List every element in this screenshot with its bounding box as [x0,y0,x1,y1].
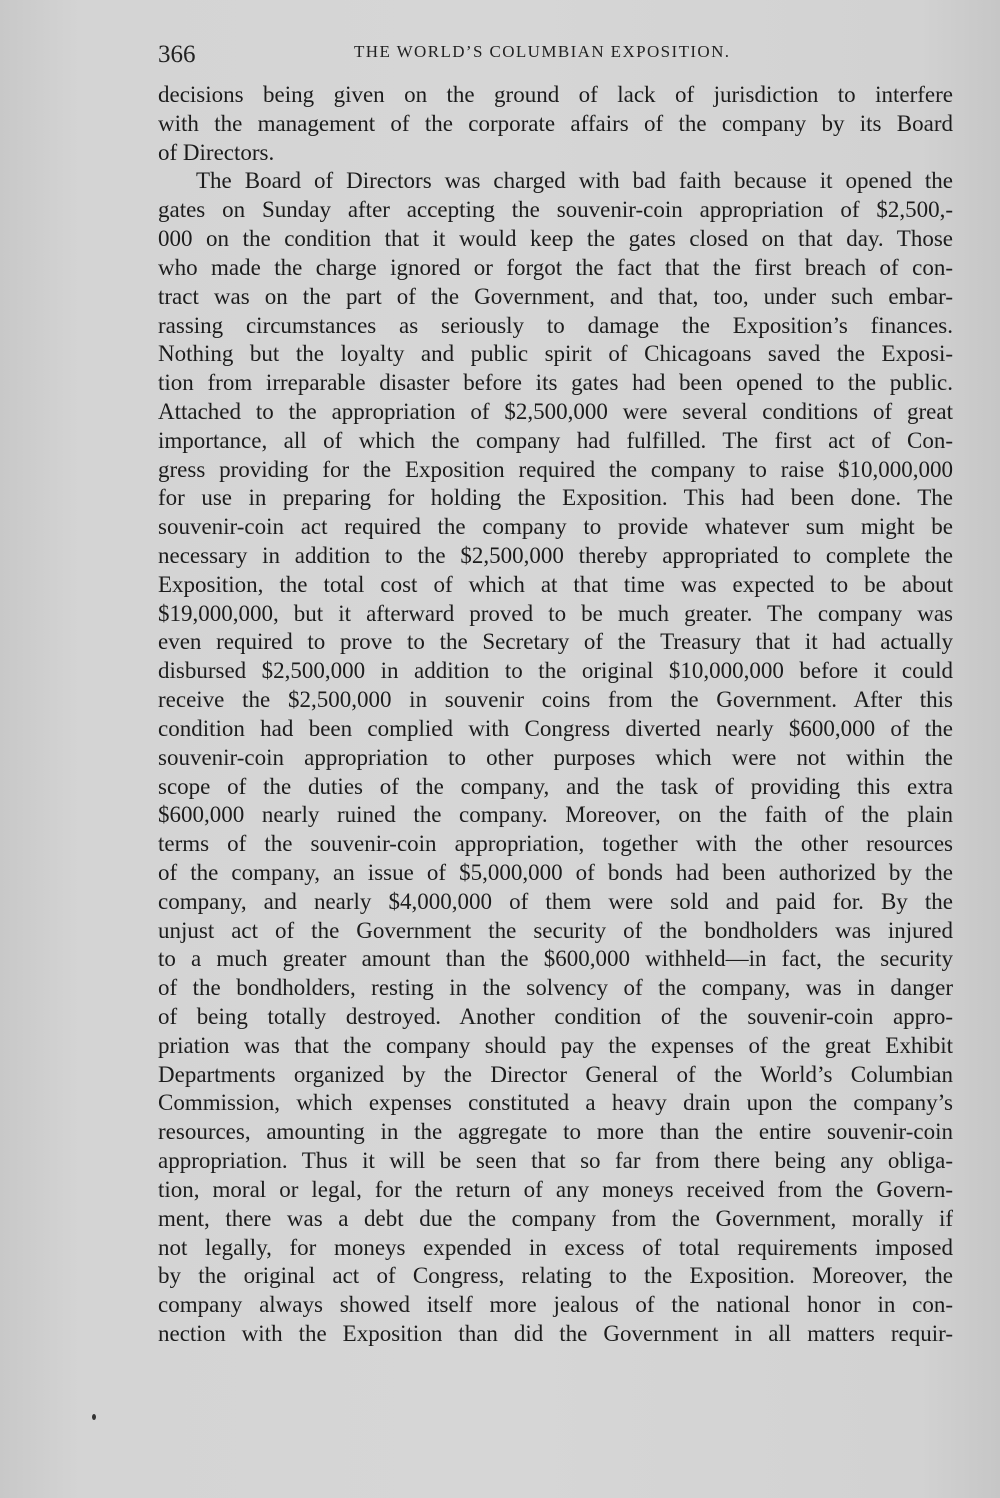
text-line: of the company, an issue of $5,000,000 of bonds had been authorized by the [158,859,953,885]
text-line: priation was that the company should pay the expenses of the great Exhibit [158,1032,953,1058]
text-line: necessary in addition to the $2,500,000 thereby appropriated to complete the [158,543,953,568]
text-line: gress providing for the Exposition required the company to raise $10,000,000 [158,456,953,482]
running-head: THE WORLD’S COLUMBIAN EXPOSITION. [354,42,731,61]
text-line: nection with the Exposition than did the Government in all matters requir- [158,1320,953,1346]
text-line: disbursed $2,500,000 in addition to the original $10,000,000 before it could [158,658,953,684]
text-line: with the management of the corporate affairs of the company by its Board [158,110,953,136]
text-line: Commission, which expenses constituted a heavy drain upon the company’s [158,1090,953,1116]
text-line: Departments organized by the Director General of the World’s Columbian [158,1061,953,1087]
text-line: of being totally destroyed. Another condition of the souvenir-coin appro- [158,1004,953,1029]
text-line: tract was on the part of the Government, and that, too, under such embar- [158,283,953,309]
text-line: company always showed itself more jealous of the national honor in con- [158,1292,953,1318]
text-line: 000 on the condition that it would keep the gates closed on that day. Those [158,226,953,252]
text-line: appropriation. Thus it will be seen that so far from there being any obliga- [158,1148,953,1174]
text-line: receive the $2,500,000 in souvenir coins from the Government. After this [158,687,953,713]
text-line: souvenir-coin act required the company to provide whatever sum might be [158,514,953,540]
page-number: 366 [158,41,196,68]
text-line: unjust act of the Government the security of the bondholders was injured [158,917,953,943]
text-line: Exposition, the total cost of which at that time was expected to be about [158,571,953,597]
text-line: who made the charge ignored or forgot the fact that the first breach of con- [158,254,953,280]
text-line: by the original act of Congress, relating to the Exposition. Moreover, the [158,1263,953,1289]
text-line: for use in preparing for holding the Exposition. This had been done. The [158,485,953,511]
text-line: ment, there was a debt due the company from the Government, morally if [158,1205,953,1231]
text-line: terms of the souvenir-coin appropriation, together with the other resources [158,831,953,857]
text-line: Attached to the appropriation of $2,500,000 were several conditions of great [158,398,953,424]
text-line: of the bondholders, resting in the solvency of the company, was in danger [158,975,953,1001]
text-line: scope of the duties of the company, and the task of providing this extra [158,773,953,799]
page-header [158,36,953,70]
text-line: to a much greater amount than the $600,000 withheld—in fact, the security [158,946,953,972]
text-line: resources, amounting in the aggregate to more than the entire souvenir-coin [158,1119,953,1145]
body-text [158,81,953,1349]
text-line: The Board of Directors was charged with bad faith because it opened the [196,168,953,194]
text-line: not legally, for moneys expended in excess of total requirements imposed [158,1234,953,1260]
text-line: importance, all of which the company had fulfilled. The first act of Con- [158,427,953,453]
text-line: even required to prove to the Secretary of the Treasury that it had actually [158,629,953,655]
text-line: Nothing but the loyalty and public spirit of Chicagoans saved the Exposi- [158,341,953,367]
text-line: condition had been complied with Congress diverted nearly $600,000 of the [158,715,953,741]
text-line: rassing circumstances as seriously to damage the Exposition’s finances. [158,312,953,338]
ink-speck [92,1414,96,1420]
text-line: $19,000,000, but it afterward proved to be much greater. The company was [158,600,953,626]
text-line: tion, moral or legal, for the return of any moneys received from the Govern- [158,1176,953,1202]
text-line: gates on Sunday after accepting the souvenir-coin appropriation of $2,500,- [158,197,953,223]
text-line: tion from irreparable disaster before its gates had been opened to the public. [158,370,953,396]
text-line: company, and nearly $4,000,000 of them were sold and paid for. By the [158,888,953,914]
text-line: of Directors. [158,139,275,165]
text-line: $600,000 nearly ruined the company. Moreover, on the faith of the plain [158,802,953,828]
text-line: souvenir-coin appropriation to other purposes which were not within the [158,744,953,770]
text-line: decisions being given on the ground of lack of jurisdiction to interfere [158,82,953,107]
